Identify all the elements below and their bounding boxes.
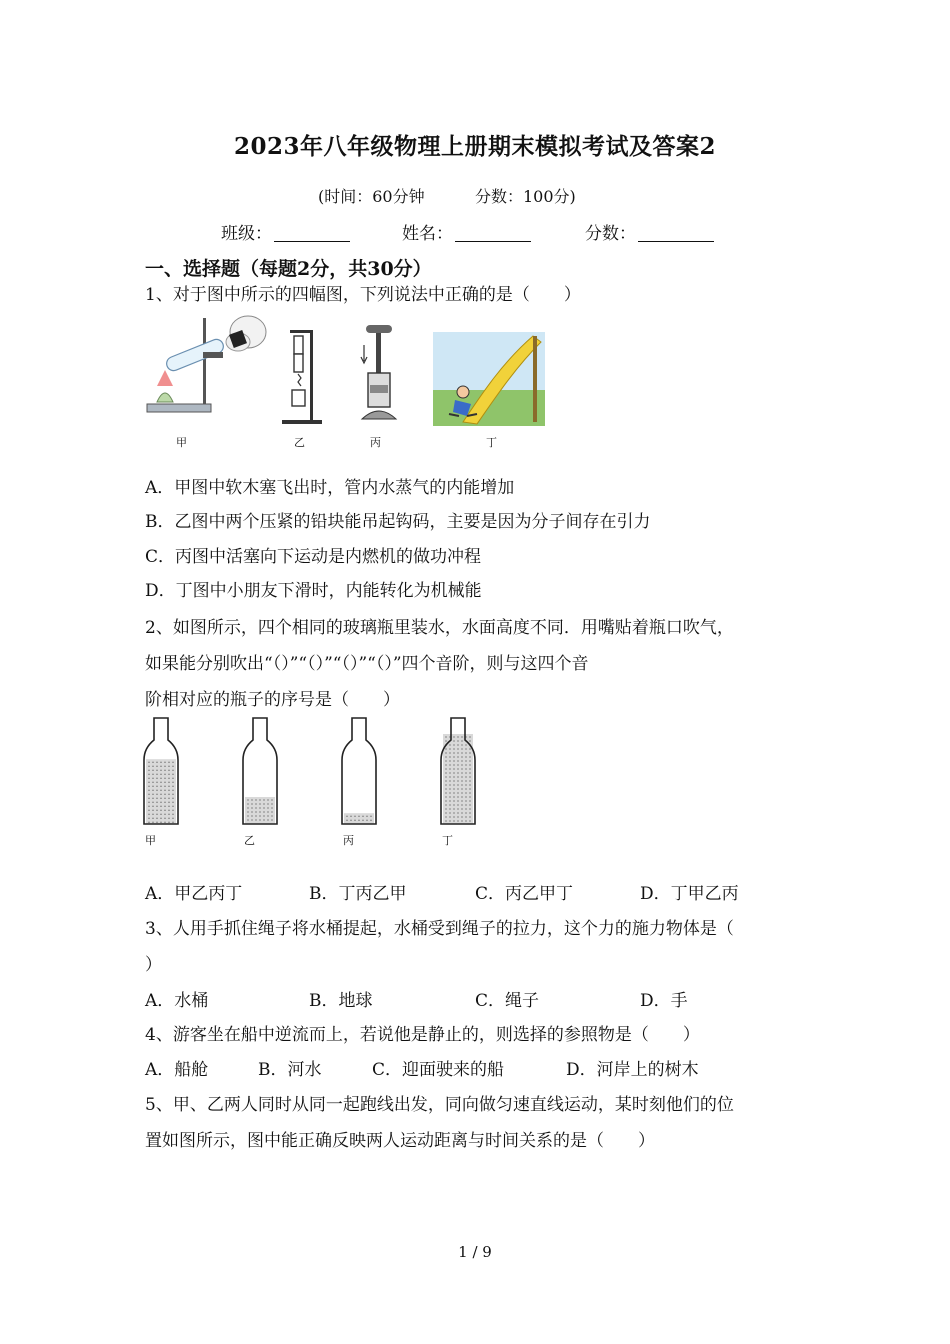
q4-option-d: D．河岸上的树木 [566,1060,699,1080]
question-4-stem: 4、游客坐在船中逆流而上，若说他是静止的，则选择的参照物是（ ） [145,1025,700,1045]
q1-option-d: D．丁图中小朋友下滑时，内能转化为机械能 [145,581,482,601]
q1-caption-yi: 乙 [294,436,305,449]
exam-time: (时间：60分钟 [318,187,425,206]
exam-total-score: 分数：100分) [475,187,576,206]
question-3-line-2: ） [145,955,162,975]
q3-option-b: B．地球 [309,991,373,1011]
class-field [221,219,350,244]
q2-caption-yi: 乙 [244,834,255,847]
figure-water-bottles [140,716,485,830]
bottle-jia [144,718,178,824]
name-blank [455,223,531,242]
bottle-bing-outline [342,718,376,824]
q3-option-d: D．手 [640,991,688,1011]
q2-option-c: C．丙乙甲丁 [475,884,574,904]
page-number: 1 / 9 [458,1243,492,1261]
bottle-bing-water [344,813,374,824]
score-blank [638,223,714,242]
question-2-line-1: 2、如图所示，四个相同的玻璃瓶里装水，水面高度不同．用嘴贴着瓶口吹气， [145,618,734,638]
score-label: 分数： [585,224,636,244]
q1-option-b: B．乙图中两个压紧的铅块能吊起钩码，主要是因为分子间存在引力 [145,512,651,532]
question-2-line-3: 阶相对应的瓶子的序号是（ ） [145,690,400,710]
q1-caption-jia: 甲 [176,436,187,449]
q4-option-a: A．船舱 [145,1060,209,1080]
name-field [402,219,531,244]
figure-child-slide [433,332,545,426]
page-title: 2023年八年级物理上册期末模拟考试及答案2 [233,133,717,160]
q2-option-b: B．丁丙乙甲 [309,884,407,904]
bottle-ding-water [443,734,473,824]
question-1-stem: 1、对于图中所示的四幅图，下列说法中正确的是（ ） [145,285,581,305]
question-5-line-1: 5、甲、乙两人同时从同一起跑线出发，同向做匀速直线运动，某时刻他们的位 [145,1095,734,1115]
q3-option-a: A．水桶 [145,991,209,1011]
q1-caption-ding: 丁 [486,436,497,449]
q2-caption-jia: 甲 [145,834,156,847]
question-5-line-2: 置如图所示，图中能正确反映两人运动距离与时间关系的是（ ） [145,1131,655,1151]
figure-steam-cork [143,312,268,427]
q1-caption-bing: 丙 [370,436,381,449]
q2-option-d: D．丁甲乙丙 [640,884,739,904]
q2-caption-ding: 丁 [442,834,453,847]
q4-option-b: B．河水 [258,1060,322,1080]
bottle-bing [342,718,376,824]
question-3-line-1: 3、人用手抓住绳子将水桶提起，水桶受到绳子的拉力，这个力的施力物体是（ [145,919,734,939]
q2-caption-bing: 丙 [343,834,354,847]
q2-option-a: A．甲乙丙丁 [145,884,243,904]
q1-option-c: C．丙图中活塞向下运动是内燃机的做功冲程 [145,547,482,567]
q1-option-a: A．甲图中软木塞飞出时，管内水蒸气的内能增加 [145,478,515,498]
section-heading: 一、选择题（每题2分，共30分） [145,258,432,280]
score-field [585,219,714,244]
question-2-line-2: 如果能分别吹出“（）”“（）”“（）”“（）”四个音阶，则与这四个音 [145,654,589,674]
bottle-yi [243,718,277,824]
figure-lead-blocks [282,330,322,426]
name-label: 姓名： [402,224,453,244]
figure-engine-piston [358,323,398,429]
q4-option-c: C．迎面驶来的船 [372,1060,505,1080]
bottle-ding [441,718,475,824]
class-blank [274,223,350,242]
q3-option-c: C．绳子 [475,991,540,1011]
class-label: 班级： [221,224,272,244]
